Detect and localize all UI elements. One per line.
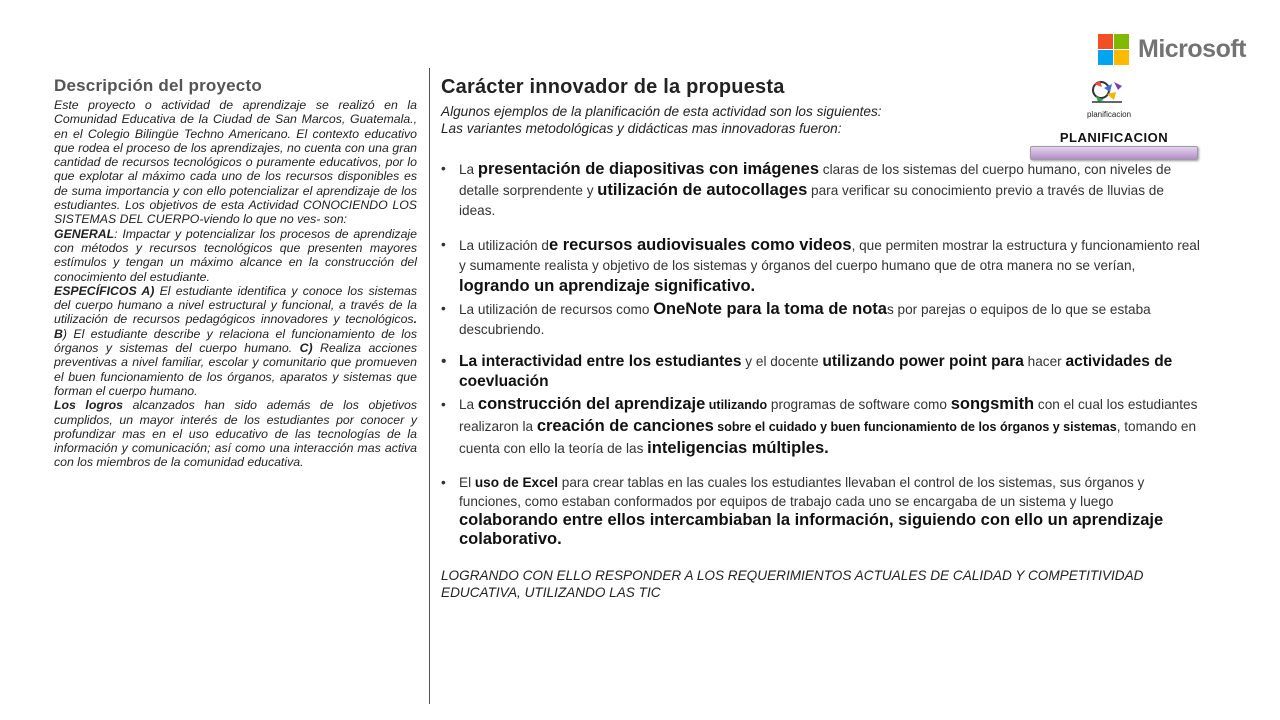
logo-wordmark: Microsoft (1138, 34, 1246, 63)
videos-text-3: . (750, 277, 756, 295)
innovation-list (441, 159, 1201, 549)
specific-c-text: Realiza acciones preventivas a nivel familiar, escolar y comunitario que promueven el buen funcionamiento de los órganos, aparatos y sistemas que forman el cuerpo humano. (54, 341, 417, 398)
list-item-excel (441, 473, 1201, 549)
specific-c-label: C) (299, 341, 313, 356)
slides-text-1: La (459, 162, 478, 177)
videos-emphasis-2: logrando un aprendizaje significativo (459, 277, 751, 295)
logo-square-green (1114, 34, 1129, 49)
videos-text-1: La utilización d (459, 238, 549, 253)
achievements-label: Los logros (54, 398, 124, 413)
microsoft-squares-icon (1098, 34, 1129, 65)
intro-line-1: Algunos ejemplos de la planificación de esta actividad son los siguientes: (441, 104, 882, 119)
videos-emphasis-1: e recursos audiovisuales como videos (548, 236, 852, 254)
closing-statement: LOGRANDO CON ELLO RESPONDER A LOS REQUERIMIENTOS ACTUALES DE CALIDAD Y COMPETITIVIDAD EDUCATIVA, UTILIZANDO LAS TIC (441, 568, 1144, 600)
intro-line-2: Las variantes metodológicas y didácticas mas innovadoras fueron: (441, 121, 842, 136)
planning-small-label: planificacion (1086, 110, 1132, 119)
slides-text-3: para verificar su conocimiento previo a través de lluvias de ideas. (459, 183, 1164, 218)
slides-emphasis-1: presentación de diapositivas con imágenes (477, 160, 820, 178)
slides-emphasis-2: utilización de autocollages (597, 181, 808, 199)
list-item-slides (441, 159, 1201, 221)
list-item-interactivity (441, 352, 1201, 392)
songsmith-emphasis-2: utilizando (705, 398, 768, 412)
planificacion-button[interactable] (1030, 130, 1198, 160)
excel-emphasis-2: colaborando entre ellos intercambiaban la información, siguiendo con ello un aprendizaje colaborativo. (459, 511, 1164, 548)
planning-clip-art-icon (1090, 78, 1124, 104)
songsmith-emphasis-6: inteligencias múltiples. (647, 439, 829, 457)
interactivity-emphasis-3: actividades de coevluación (459, 353, 1173, 390)
context-text: Este proyecto o actividad de aprendizaje se realizó en la Comunidad Educativa de la Ciudad de San Marcos, Guatemala., en el Colegio Bilingüe Techno Americano. El contexto educativo que rodea el proceso de los aprendizajes, no cuenta con una gran cantidad de recursos tecnológicos o puramente educativos, por lo que explotar al máximo cada uno de los recursos disponibles es de suma importancia y con ello potencializar el aprendizaje de los estudiantes. Los objetivos de esta Actividad CONOCIENDO LOS SISTEMAS DEL CUERPO-viendo lo que no ves- son: (54, 98, 417, 227)
songsmith-emphasis-1: construcción del aprendizaje (477, 395, 706, 413)
songsmith-emphasis-4: creación de canciones (536, 417, 714, 435)
planificacion-label: PLANIFICACION (1059, 130, 1169, 145)
songsmith-text-2: programas de software como (767, 397, 951, 412)
general-text: : Impactar y potencializar los procesos de aprendizaje con métodos y recursos tecnológicos que presenten mayores estímulos y tengan un máximo alcance en la construcción del conocimiento del estudiante. (54, 226, 417, 284)
column-divider (429, 68, 430, 704)
general-label: GENERAL (54, 226, 115, 241)
list-item-onenote (441, 299, 1201, 340)
list-item-songsmith (441, 394, 1201, 459)
project-description (54, 76, 417, 470)
innovation-title: Carácter innovador de la propuesta (441, 76, 785, 98)
onenote-emphasis: OneNote para la toma de nota (653, 300, 887, 318)
specific-a-text: El estudiante identifica y conoce los sistemas del cuerpo humano a nivel estructural y funcional, a través de la utilización de recursos pedagógicos innovadores y tecnológicos (54, 283, 417, 327)
interactivity-emphasis-1: La interactividad entre los estudiantes (459, 353, 742, 370)
specific-label: ESPECÍFICOS A) (54, 283, 155, 298)
list-item-videos (441, 235, 1201, 297)
excel-emphasis-1: uso de Excel (474, 475, 558, 490)
songsmith-text-4: , tomando en cuenta con ello la teoría de las (459, 419, 1197, 456)
planificacion-bar[interactable] (1030, 146, 1198, 160)
onenote-text-1: La utilización de recursos como (459, 302, 654, 317)
slides-text-2: claras de los sistemas del cuerpo humano, con niveles de detalle sorprendente y (459, 162, 1172, 198)
interactivity-text-1: y el docente (741, 354, 823, 369)
songsmith-emphasis-3: songsmith (950, 395, 1035, 413)
onenote-text-2: s por parejas o equipos de lo que se estaba descubriendo. (459, 302, 1151, 337)
logo-square-red (1098, 34, 1113, 49)
microsoft-logo (1098, 32, 1250, 66)
interactivity-emphasis-2: utilizando power point para (822, 353, 1024, 370)
achievements-text: alcanzados han sido además de los objetivos cumplidos, un mayor interés de los estudiantes por conocer y profundizar mas en el uso educativo de las tecnologías de la información y comunicación; así como una interacción mas activa con los miembros de la comunidad educativa. (54, 398, 417, 470)
specific-b-label: . B (54, 312, 417, 341)
excel-text-1: El (459, 475, 475, 490)
specific-b-text: ) El estudiante describe y relaciona el funcionamiento de los órganos y sistemas del cuerpo humano. (54, 326, 417, 356)
logo-square-blue (1098, 50, 1113, 65)
songsmith-emphasis-5: sobre el cuidado y buen funcionamiento de los órganos y sistemas (713, 420, 1117, 434)
description-paragraph (54, 98, 417, 470)
videos-text-2: , que permiten mostrar la estructura y funcionamiento real y sumamente realista y objetivo de los sistemas y órganos del cuerpo humano que de otra manera no se verían, (459, 238, 1200, 273)
interactivity-text-2: hacer (1023, 354, 1066, 369)
description-heading: Descripción del proyecto (54, 76, 262, 95)
songsmith-text-1: La (459, 397, 478, 412)
excel-text-2: para crear tablas en las cuales los estudiantes llevaban el control de los sistemas, sus órganos y funciones, como estaban conformados por equipos de trabajo cada uno se encargaba de un sistema y luego (459, 475, 1145, 509)
logo-square-yellow (1114, 50, 1129, 65)
songsmith-text-3: con el cual los estudiantes realizaron la (459, 397, 1198, 434)
